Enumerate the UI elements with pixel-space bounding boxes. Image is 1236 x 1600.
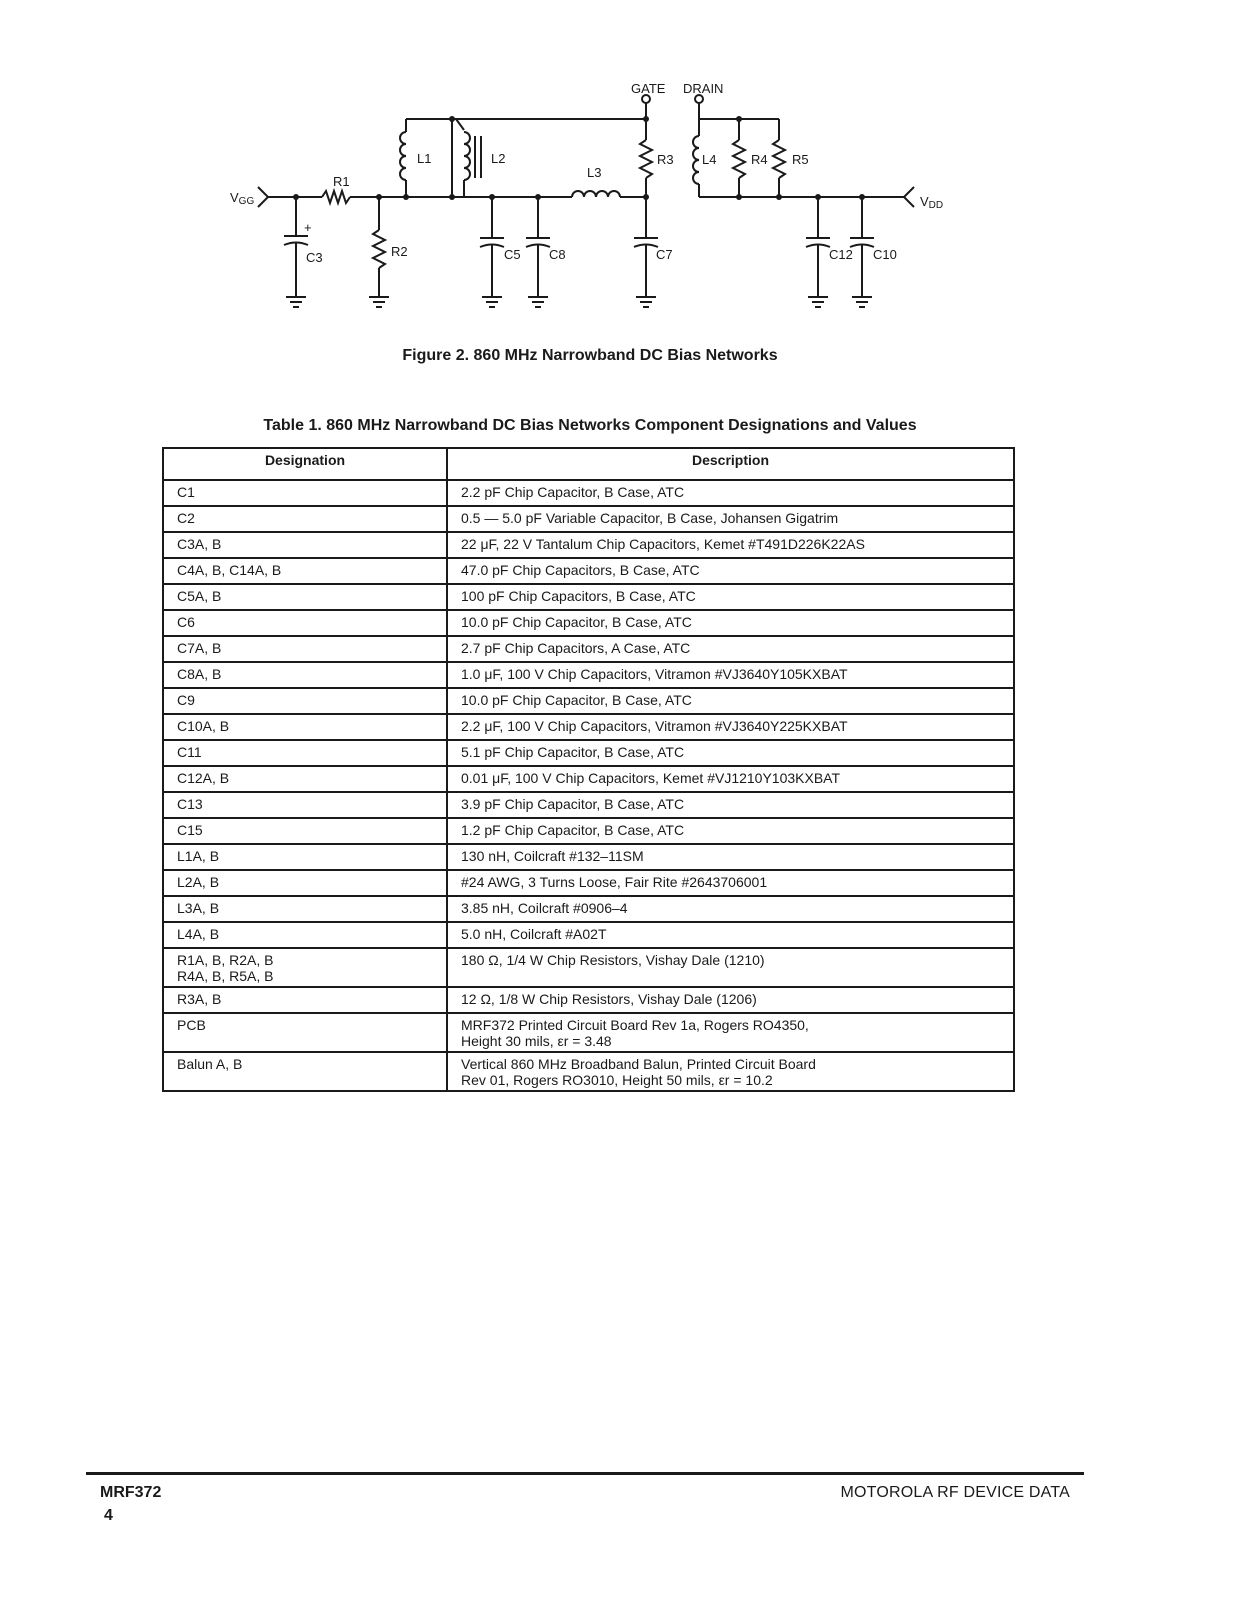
table-row xyxy=(163,662,1014,688)
l2-symbol xyxy=(464,132,470,180)
description-cell xyxy=(447,792,1014,818)
r2-label: R2 xyxy=(391,244,408,259)
description-text: 5.0 nH, Coilcraft #A02T xyxy=(461,926,607,942)
description-cell xyxy=(447,818,1014,844)
description-text: 130 nH, Coilcraft #132–11SM xyxy=(461,848,644,864)
table-row xyxy=(163,766,1014,792)
c5-label: C5 xyxy=(504,247,521,262)
gate-label: GATE xyxy=(631,81,666,96)
designation-cell xyxy=(163,818,447,844)
description-text: 5.1 pF Chip Capacitor, B Case, ATC xyxy=(461,744,685,760)
description-text: Rev 01, Rogers RO3010, Height 50 mils, εr = 10.2 xyxy=(461,1072,773,1088)
description-text: 47.0 pF Chip Capacitors, B Case, ATC xyxy=(461,562,700,578)
designation-text: C5A, B xyxy=(177,588,222,604)
description-cell xyxy=(447,740,1014,766)
description-cell xyxy=(447,1052,1014,1091)
designation-text: PCB xyxy=(177,1017,206,1033)
description-header: Description xyxy=(447,448,1014,480)
description-text: 12 Ω, 1/8 W Chip Resistors, Vishay Dale (1206) xyxy=(461,991,757,1007)
designation-text: R1A, B, R2A, B xyxy=(177,952,274,968)
designation-text: C8A, B xyxy=(177,666,222,682)
description-text: 2.2 pF Chip Capacitor, B Case, ATC xyxy=(461,484,685,500)
designation-text: C12A, B xyxy=(177,770,230,786)
footer-publisher: MOTOROLA RF DEVICE DATA xyxy=(840,1484,1070,1501)
table-row xyxy=(163,558,1014,584)
table-row xyxy=(163,506,1014,532)
r1-label: R1 xyxy=(333,174,350,189)
r5-symbol xyxy=(773,140,785,178)
description-cell xyxy=(447,922,1014,948)
l2-label: L2 xyxy=(491,151,506,166)
table-row xyxy=(163,844,1014,870)
description-text: #24 AWG, 3 Turns Loose, Fair Rite #2643706001 xyxy=(461,874,768,890)
table-row xyxy=(163,792,1014,818)
designation-cell xyxy=(163,584,447,610)
description-text: 2.2 μF, 100 V Chip Capacitors, Vitramon #VJ3640Y225KXBAT xyxy=(461,718,848,734)
c12-label: C12 xyxy=(829,247,853,262)
table-row xyxy=(163,610,1014,636)
r5-label: R5 xyxy=(792,152,809,167)
designation-cell xyxy=(163,558,447,584)
designation-text: Balun A, B xyxy=(177,1056,243,1072)
table-row xyxy=(163,584,1014,610)
table-row xyxy=(163,987,1014,1013)
table-row xyxy=(163,948,1014,987)
designation-text: C15 xyxy=(177,822,203,838)
designation-header: Designation xyxy=(163,448,447,480)
designation-cell xyxy=(163,922,447,948)
description-cell xyxy=(447,766,1014,792)
description-cell xyxy=(447,584,1014,610)
designation-cell xyxy=(163,870,447,896)
description-text: Vertical 860 MHz Broadband Balun, Printed Circuit Board xyxy=(461,1056,816,1072)
c8-label: C8 xyxy=(549,247,566,262)
designation-cell xyxy=(163,987,447,1013)
designation-cell xyxy=(163,740,447,766)
designation-text: C3A, B xyxy=(177,536,222,552)
l4-label: L4 xyxy=(702,152,717,167)
description-cell xyxy=(447,714,1014,740)
description-text: 1.0 μF, 100 V Chip Capacitors, Vitramon #VJ3640Y105KXBAT xyxy=(461,666,848,682)
l3-label: L3 xyxy=(587,165,602,180)
designation-text: C6 xyxy=(177,614,195,630)
designation-text: C10A, B xyxy=(177,718,230,734)
designation-cell xyxy=(163,896,447,922)
designation-cell xyxy=(163,480,447,506)
designation-text: R3A, B xyxy=(177,991,222,1007)
table-row xyxy=(163,480,1014,506)
description-text: 0.01 μF, 100 V Chip Capacitors, Kemet #VJ1210Y103KXBAT xyxy=(461,770,841,786)
description-cell xyxy=(447,506,1014,532)
designation-text: C2 xyxy=(177,510,195,526)
vgg-label: VGG xyxy=(230,190,255,207)
designation-cell xyxy=(163,948,447,987)
description-cell xyxy=(447,987,1014,1013)
r4-label: R4 xyxy=(751,152,768,167)
c7-label: C7 xyxy=(656,247,673,262)
component-table-body xyxy=(163,480,1014,1091)
bias-network-schematic xyxy=(0,0,1236,340)
designation-cell xyxy=(163,1013,447,1052)
designation-text: C13 xyxy=(177,796,203,812)
table-row xyxy=(163,896,1014,922)
designation-cell xyxy=(163,844,447,870)
description-cell xyxy=(447,844,1014,870)
description-cell xyxy=(447,662,1014,688)
description-text: 10.0 pF Chip Capacitor, B Case, ATC xyxy=(461,614,692,630)
designation-text: L1A, B xyxy=(177,848,220,864)
l1-label: L1 xyxy=(417,151,432,166)
description-cell xyxy=(447,636,1014,662)
gate-terminal xyxy=(642,95,650,103)
table-row xyxy=(163,1013,1014,1052)
table-row xyxy=(163,818,1014,844)
drain-label: DRAIN xyxy=(683,81,724,96)
table-row xyxy=(163,636,1014,662)
description-cell xyxy=(447,1013,1014,1052)
designation-cell xyxy=(163,766,447,792)
table-row xyxy=(163,1052,1014,1091)
table-row xyxy=(163,714,1014,740)
description-text: 10.0 pF Chip Capacitor, B Case, ATC xyxy=(461,692,692,708)
table-row xyxy=(163,922,1014,948)
designation-cell xyxy=(163,610,447,636)
designation-text: C11 xyxy=(177,744,202,760)
r4-symbol xyxy=(733,140,745,178)
c3-label: C3 xyxy=(306,250,323,265)
footer-part-number: MRF372 xyxy=(100,1484,162,1501)
description-text: Height 30 mils, εr = 3.48 xyxy=(461,1033,612,1049)
description-cell xyxy=(447,688,1014,714)
designation-cell xyxy=(163,506,447,532)
description-cell xyxy=(447,558,1014,584)
description-text: 1.2 pF Chip Capacitor, B Case, ATC xyxy=(461,822,685,838)
r3-label: R3 xyxy=(657,152,674,167)
r1-symbol xyxy=(322,191,350,203)
description-text: MRF372 Printed Circuit Board Rev 1a, Rogers RO4350, xyxy=(461,1017,809,1033)
designation-text: L4A, B xyxy=(177,926,220,942)
table-row xyxy=(163,870,1014,896)
description-cell xyxy=(447,896,1014,922)
footer-rule xyxy=(86,1472,1084,1475)
designation-cell xyxy=(163,688,447,714)
description-text: 3.9 pF Chip Capacitor, B Case, ATC xyxy=(461,796,685,812)
description-cell xyxy=(447,948,1014,987)
designation-text: L3A, B xyxy=(177,900,220,916)
description-text: 180 Ω, 1/4 W Chip Resistors, Vishay Dale (1210) xyxy=(461,952,765,968)
designation-text: L2A, B xyxy=(177,874,220,890)
description-cell xyxy=(447,532,1014,558)
description-cell xyxy=(447,610,1014,636)
table-header-row xyxy=(163,448,1014,480)
description-text: 22 μF, 22 V Tantalum Chip Capacitors, Kemet #T491D226K22AS xyxy=(461,536,865,552)
designation-cell xyxy=(163,636,447,662)
designation-cell xyxy=(163,792,447,818)
description-cell xyxy=(447,870,1014,896)
vgg-terminal xyxy=(258,187,268,207)
figure-caption: Figure 2. 860 MHz Narrowband DC Bias Networks xyxy=(402,347,778,364)
l3-symbol xyxy=(572,191,620,197)
designation-text: R4A, B, R5A, B xyxy=(177,968,274,984)
designation-text: C4A, B, C14A, B xyxy=(177,562,282,578)
l4-symbol xyxy=(693,136,699,184)
designation-text: C7A, B xyxy=(177,640,222,656)
designation-cell xyxy=(163,1052,447,1091)
designation-text: C1 xyxy=(177,484,195,500)
table-row xyxy=(163,740,1014,766)
component-table xyxy=(162,447,1015,1092)
vdd-label: VDD xyxy=(920,194,944,211)
designation-cell xyxy=(163,714,447,740)
table-row xyxy=(163,688,1014,714)
designation-cell xyxy=(163,532,447,558)
table-title: Table 1. 860 MHz Narrowband DC Bias Networks Component Designations and Values xyxy=(263,417,917,434)
description-text: 2.7 pF Chip Capacitors, A Case, ATC xyxy=(461,640,691,656)
drain-terminal xyxy=(695,95,703,103)
table-row xyxy=(163,532,1014,558)
description-text: 100 pF Chip Capacitors, B Case, ATC xyxy=(461,588,696,604)
vdd-terminal xyxy=(904,187,914,207)
r3-symbol xyxy=(640,140,652,178)
description-text: 0.5 — 5.0 pF Variable Capacitor, B Case, Johansen Gigatrim xyxy=(461,510,839,526)
ground-symbols xyxy=(286,297,872,307)
designation-text: C9 xyxy=(177,692,195,708)
r2-symbol xyxy=(373,230,385,268)
description-text: 3.85 nH, Coilcraft #0906–4 xyxy=(461,900,628,916)
c3-polarity: + xyxy=(304,220,312,235)
description-cell xyxy=(447,480,1014,506)
designation-cell xyxy=(163,662,447,688)
l1-symbol xyxy=(400,132,406,180)
footer-page-number: 4 xyxy=(104,1507,113,1524)
c10-label: C10 xyxy=(873,247,897,262)
